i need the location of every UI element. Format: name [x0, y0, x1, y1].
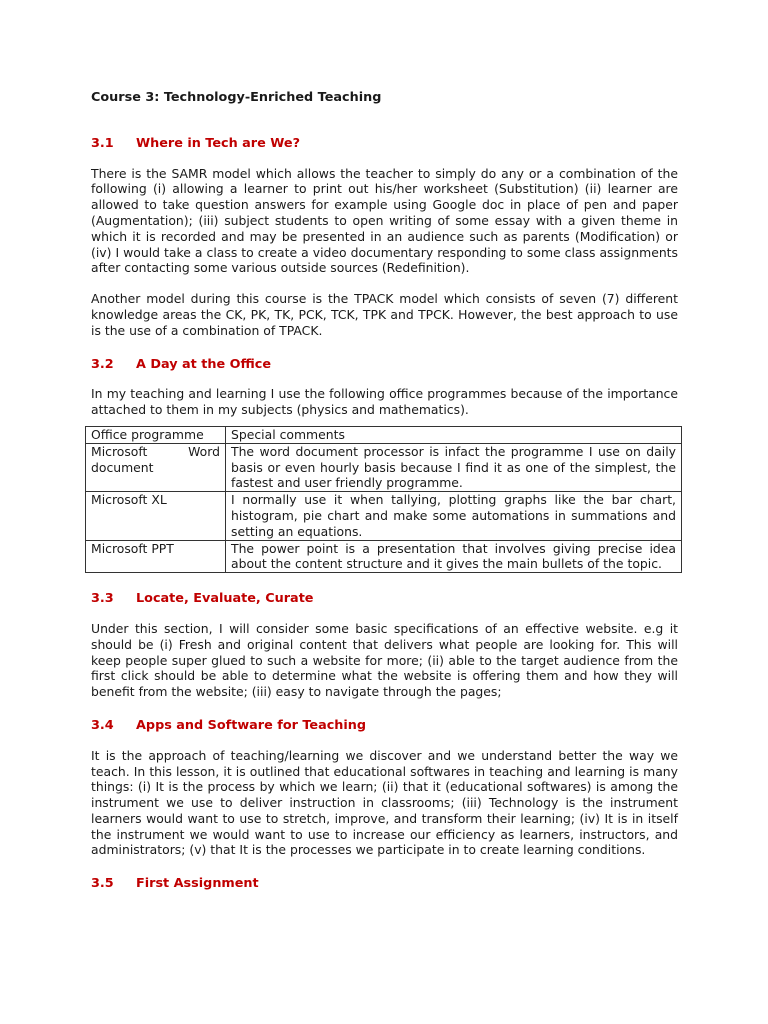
section-title: Locate, Evaluate, Curate — [136, 591, 314, 607]
table-cell: The power point is a presentation that involves giving precise idea about the content structure and it gives the main bullets of the topic. — [226, 540, 682, 573]
table-cell: The word document processor is infact the programme I use on daily basis or even hourly basis because I find it as one of the simplest, the fastest and user friendly programme. — [226, 443, 682, 491]
table-row — [86, 492, 682, 540]
section-heading-3-1 — [91, 136, 678, 152]
section-number: 3.4 — [91, 717, 114, 733]
section-number: 3.2 — [91, 356, 114, 372]
table-header-cell: Special comments — [226, 426, 682, 443]
paragraph: Another model during this course is the TPACK model which consists of seven (7) different knowledge areas the CK, PK, TK, PCK, TCK, TPK and TPCK. However, the best approach to use is the use of a combination of TPACK. — [91, 291, 678, 338]
table-row — [86, 540, 682, 573]
section-number: 3.5 — [91, 876, 114, 892]
table-cell: Microsoft Word document — [86, 443, 226, 491]
table-cell: I normally use it when tallying, plotting graphs like the bar chart, histogram, pie chart and make some automations in summations and setting an equations. — [226, 492, 682, 540]
section-heading-3-2 — [91, 357, 678, 373]
table-header-cell: Office programme — [86, 426, 226, 443]
table-cell: Microsoft PPT — [86, 540, 226, 573]
section-title: First Assignment — [136, 876, 259, 892]
paragraph: There is the SAMR model which allows the teacher to simply do any or a combination of the following (i) allowing a learner to print out his/her worksheet (Substitution) (ii) learner are allowed to take question answers for example using Google doc in place of pen and paper (Augmentation); (iii) subject students to open writing of some essay with a given theme in which it is recorded and may be presented in an audience such as parents (Modification) or (iv) I would take a class to create a video documentary responding to some class assignments after contacting some various outside sources (Redefinition). — [91, 165, 678, 276]
paragraph: In my teaching and learning I use the following office programmes because of the importance attached to them in my subjects (physics and mathematics). — [91, 386, 678, 418]
paragraph: Under this section, I will consider some basic specifications of an effective website. e.g it should be (i) Fresh and original content that delivers what people are looking for. This will keep people super glued to such a website for more; (ii) able to the target audience from the first click should be able to determine what the website is offering them and how they will benefit from the website; (iii) easy to navigate through the pages; — [91, 620, 678, 700]
section-title: Apps and Software for Teaching — [136, 717, 367, 733]
paragraph: It is the approach of teaching/learning we discover and we understand better the way we teach. In this lesson, it is outlined that educational softwares in teaching and learning is many things: (i) It is the process by which we learn; (ii) that it (educational softwares) is among the instrument we use to deliver instruction in classrooms; (iii) Technology is the instrument learners would want to use to stretch, improve, and transform their learning; (iv) It is in itself the instrument we would want to use to increase our efficiency as learners, instructors, and administrators; (v) that It is the processes we participate in to create learning conditions. — [91, 747, 678, 858]
section-number: 3.1 — [91, 135, 114, 151]
office-programme-table — [85, 426, 682, 573]
section-heading-3-3 — [91, 591, 678, 607]
section-number: 3.3 — [91, 591, 114, 607]
section-title: A Day at the Office — [136, 356, 272, 372]
course-title: Course 3: Technology-Enriched Teaching — [91, 90, 382, 105]
section-heading-3-4 — [91, 718, 678, 734]
table-header-row — [86, 426, 682, 443]
table-row — [86, 443, 682, 491]
document-page — [91, 90, 678, 906]
table-cell: Microsoft XL — [86, 492, 226, 540]
section-title: Where in Tech are We? — [136, 135, 301, 151]
section-heading-3-5 — [91, 876, 678, 892]
